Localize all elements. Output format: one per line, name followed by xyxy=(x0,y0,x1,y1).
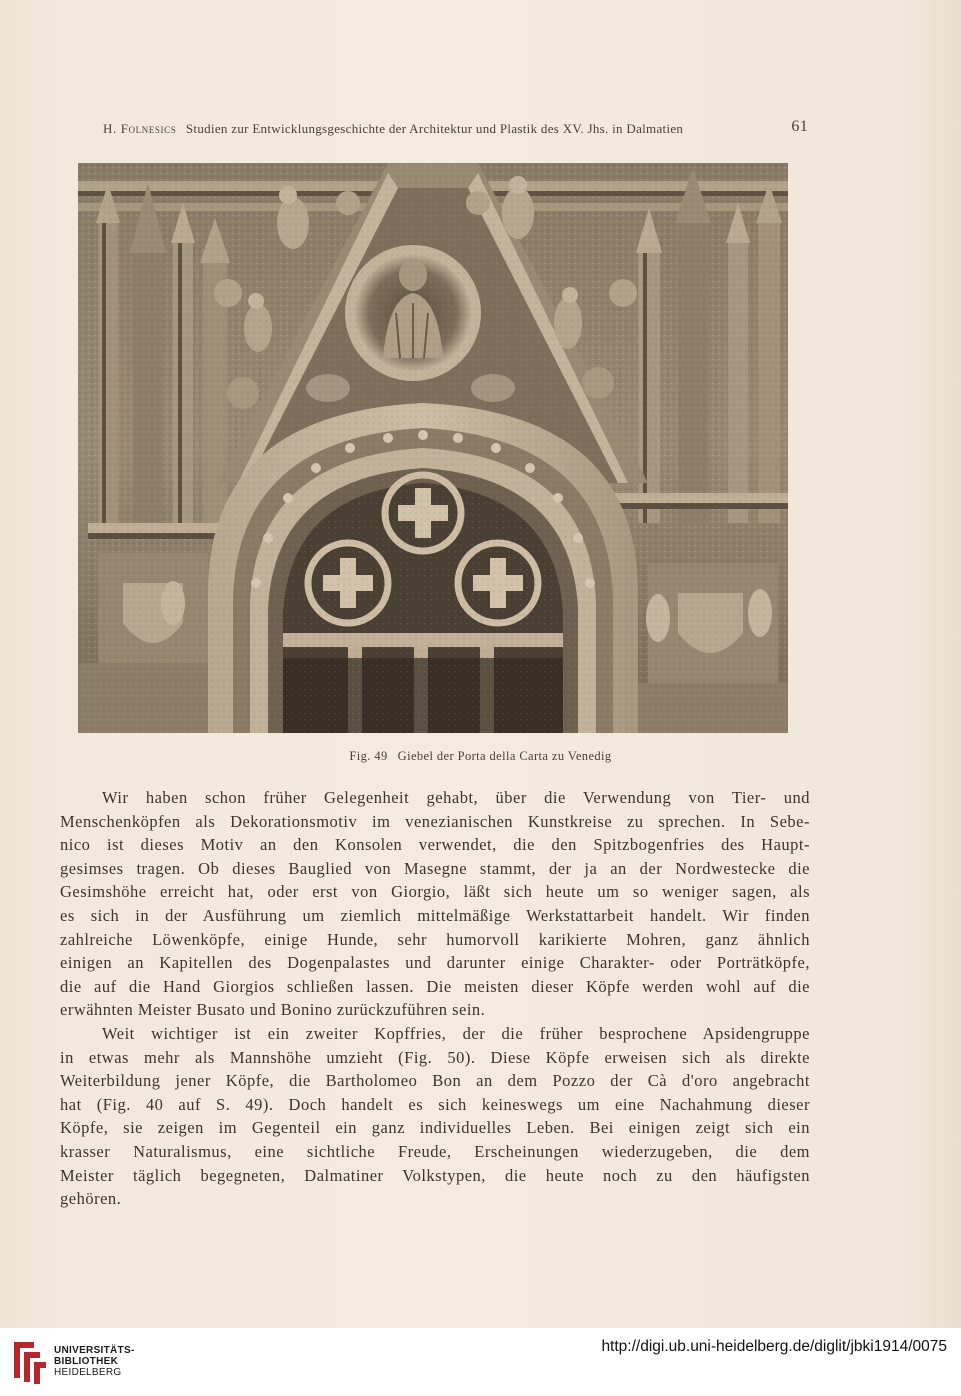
text-line: Meister täglich begegneten, Dalmatiner Volkstypen, die heute noch zu den häufigsten xyxy=(60,1165,810,1185)
library-name-line-2: BIBLIOTHEK xyxy=(54,1356,119,1367)
figure-number: Fig. 49 xyxy=(349,749,388,763)
text-line: Weit wichtiger ist ein zweiter Kopffries, der die früher besprochene Apsidengruppe xyxy=(102,1023,810,1043)
text-line: gesimses tragen. Ob dieses Bauglied von Masegne stammt, der ja an der Nordwestecke die xyxy=(60,858,810,878)
text-line: es sich in der Ausführung um ziemlich mittelmäßige Werkstattarbeit handelt. Wir finden xyxy=(60,905,810,925)
text-line: gehören. xyxy=(60,1189,122,1209)
gothic-portal-illustration xyxy=(78,163,788,733)
figure-caption xyxy=(0,749,961,764)
text-line: in etwas mehr als Mannshöhe umzieht (Fig. 50). Diese Köpfe erweisen sich als direkte xyxy=(60,1047,810,1067)
text-line: Gesimshöhe erreicht hat, oder erst von Giorgio, läßt sich heute um so weniger sagen, als xyxy=(60,882,810,902)
figure-caption-text: Giebel der Porta della Carta zu Venedig xyxy=(397,749,612,763)
library-name-line-3: HEIDELBERG xyxy=(54,1367,122,1378)
text-line: nico ist dieses Motiv an den Konsolen verwendet, die den Spitzbogenfries des Haupt- xyxy=(60,835,810,855)
university-library-logo-icon xyxy=(10,1338,50,1386)
text-line: krasser Naturalismus, eine sichtliche Freude, Erscheinungen wiederzugeben, die dem xyxy=(60,1141,810,1161)
body-text xyxy=(60,786,810,1211)
digitization-footer xyxy=(0,1328,961,1396)
library-name-line-1: UNIVERSITÄTS- xyxy=(54,1345,135,1356)
figure-photograph-porta-della-carta xyxy=(78,163,788,733)
page-number: 61 xyxy=(791,118,808,135)
running-head xyxy=(103,118,808,139)
text-line: Wir haben schon früher Gelegenheit gehabt, über die Verwendung von Tier- und xyxy=(102,788,810,807)
header-author: H. Folnesics xyxy=(103,121,177,136)
text-line: Menschenköpfen als Dekorationsmotiv im venezianischen Kunstkreise zu sprechen. In Sebe- xyxy=(60,811,810,831)
text-line: erwähnten Meister Busato und Bonino zurückzuführen sein. xyxy=(60,1000,486,1020)
library-name xyxy=(54,1345,135,1378)
text-line: zahlreiche Löwenköpfe, einige Hunde, sehr humorvoll karikierte Mohren, ganz ähnlich xyxy=(60,929,810,949)
paragraph-2 xyxy=(60,1022,810,1211)
text-line: Weiterbildung jener Köpfe, die Bartholomeo Bon an dem Pozzo der Cà d'oro angebracht xyxy=(60,1071,810,1091)
text-line: Köpfe, sie zeigen im Gegenteil ein ganz individuelles Leben. Bei einigen zeigt sich ein xyxy=(60,1118,810,1138)
text-line: hat (Fig. 40 auf S. 49). Doch handelt es sich keineswegs um eine Nachahmung dieser xyxy=(60,1094,810,1114)
header-title: Studien zur Entwicklungsgeschichte der Architektur und Plastik des XV. Jhs. in Dalmatien xyxy=(185,121,684,136)
text-line: einigen an Kapitellen des Dogenpalastes und darunter einige Charakter- oder Porträtköpfe, xyxy=(60,953,810,973)
paragraph-1 xyxy=(60,786,810,1022)
permalink-url[interactable]: http://digi.ub.uni-heidelberg.de/diglit/jbki1914/0075 xyxy=(601,1338,947,1355)
text-line: die auf die Hand Giorgios schließen lassen. Die meisten dieser Köpfe werden wohl auf die xyxy=(60,976,810,996)
